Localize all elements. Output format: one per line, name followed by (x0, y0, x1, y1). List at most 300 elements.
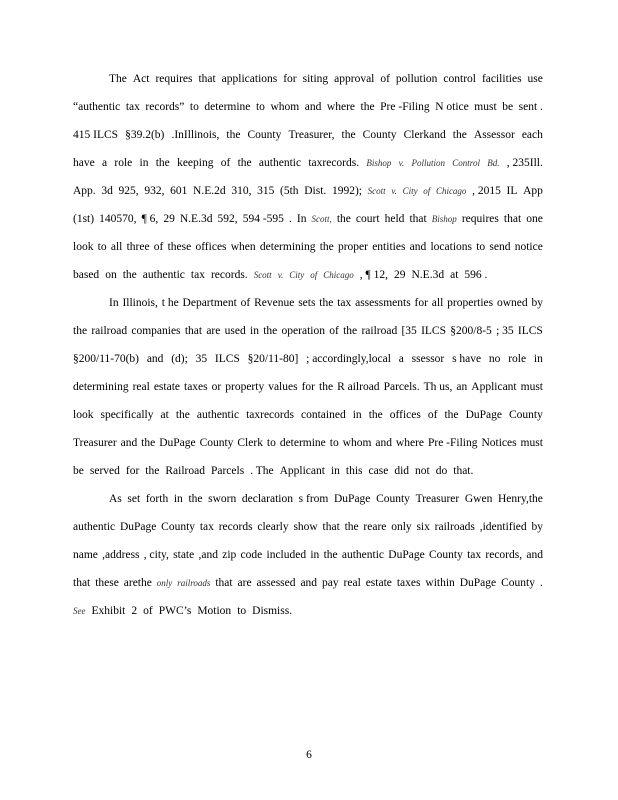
word: the (444, 409, 459, 421)
word: the (360, 101, 375, 113)
word: and (304, 101, 322, 113)
word: the (336, 213, 351, 225)
word: that. (453, 465, 474, 477)
word: County (199, 437, 234, 449)
word: estate (153, 381, 180, 393)
word: real (132, 381, 150, 393)
word: the (145, 465, 160, 477)
word: Parcels. (383, 381, 420, 393)
word: and (300, 577, 318, 589)
word: County (501, 577, 535, 589)
word: Assessor (473, 129, 515, 141)
text-line (73, 464, 543, 478)
word: in (352, 409, 362, 421)
word: whom (342, 437, 372, 449)
word: to (476, 241, 486, 253)
word: be (73, 465, 84, 477)
word: . (288, 213, 292, 225)
word: tax (337, 297, 352, 309)
word: are (206, 325, 221, 337)
word: to (255, 101, 265, 113)
word: based (73, 269, 100, 281)
word: 310, (231, 185, 252, 197)
word: by (531, 521, 543, 533)
word: that (215, 577, 233, 589)
word: must (520, 437, 543, 449)
word: Pre -Filing (427, 437, 478, 449)
word: DuPage (159, 437, 196, 449)
word: the (341, 129, 356, 141)
word: County (428, 549, 463, 561)
word: 140570, (99, 213, 137, 225)
word: show (293, 521, 318, 533)
word: one (526, 213, 543, 225)
word: , 235Ill. (506, 157, 543, 169)
italic-citation-word: Scott (253, 270, 272, 280)
word: offices (389, 409, 421, 421)
word: to (237, 605, 247, 617)
word: property (225, 381, 265, 393)
word: code (240, 549, 263, 561)
word: §200/11-70(b) (73, 353, 140, 365)
word: arethe (123, 577, 152, 589)
word: on (105, 269, 117, 281)
word: Dist. (304, 185, 327, 197)
word: zip (222, 549, 237, 561)
text-line (73, 352, 543, 366)
word: of (143, 605, 153, 617)
word: that (503, 213, 522, 225)
word: and (526, 549, 543, 561)
italic-citation-word: Pollution (411, 158, 446, 168)
word: of (240, 297, 251, 309)
page-number: 6 (306, 749, 312, 761)
word: in (533, 353, 543, 365)
text-line (73, 408, 543, 422)
word: a (398, 353, 404, 365)
word: Henry,the (497, 493, 543, 505)
word: N.E.3d (411, 269, 445, 281)
word: determine (279, 437, 326, 449)
word: and (146, 353, 164, 365)
word: held (384, 213, 405, 225)
word: 932, (144, 185, 165, 197)
word: (1st) (73, 213, 95, 225)
word: companies (131, 325, 181, 337)
word: for (283, 73, 297, 85)
word: determining (259, 241, 316, 253)
word: that (184, 325, 203, 337)
italic-citation-word: railroads (177, 578, 211, 588)
word: records. (210, 269, 248, 281)
word: the (319, 241, 334, 253)
word: taxes (396, 577, 421, 589)
word: PWC’s (158, 605, 192, 617)
word: Treasurer (73, 437, 117, 449)
word: 3d (101, 185, 113, 197)
word: 596 . (464, 269, 488, 281)
italic-citation-word: Scott (367, 186, 386, 196)
text-line (73, 156, 543, 170)
word: assessments (355, 297, 411, 309)
word: N.E.2d (193, 185, 226, 197)
word: DuPage (388, 549, 425, 561)
word: Railroad (165, 465, 205, 477)
word: locations (430, 241, 472, 253)
word: Treasurer, (288, 129, 335, 141)
word: be (502, 101, 514, 113)
text-line (73, 520, 543, 534)
word: within (425, 577, 455, 589)
word: the (263, 325, 278, 337)
text-line (73, 184, 543, 198)
word: Act (132, 73, 150, 85)
word: , ¶ 12, (359, 269, 388, 281)
word: do (435, 465, 448, 477)
word: not (415, 465, 430, 477)
word: ILCS (421, 325, 446, 337)
word: in (250, 325, 259, 337)
word: to (266, 437, 276, 449)
text-line (73, 212, 543, 226)
word: court (355, 213, 380, 225)
word: whom (270, 101, 300, 113)
word: the (226, 129, 241, 141)
word: of (427, 409, 438, 421)
word: In (109, 297, 119, 309)
italic-citation-word: v. (398, 158, 405, 168)
word: sworn (208, 493, 237, 505)
word: control (443, 73, 476, 85)
word: in (173, 493, 183, 505)
text-line (73, 128, 543, 142)
word: notice (514, 241, 543, 253)
word: this (345, 465, 363, 477)
word: are (237, 577, 252, 589)
word: §39.2(b) (125, 129, 165, 141)
word: ILCS (214, 353, 240, 365)
word: Clerkand (403, 129, 446, 141)
word: in (139, 157, 149, 169)
word: authentic (258, 157, 302, 169)
word: contained (301, 409, 346, 421)
word: County (247, 129, 282, 141)
word: when (230, 241, 256, 253)
word: the (323, 549, 338, 561)
word: owned (496, 297, 528, 309)
word: Applicant (279, 465, 325, 477)
word: . The (250, 465, 274, 477)
word: Clerk (237, 437, 263, 449)
word: IL (506, 185, 518, 197)
word: tax (199, 521, 214, 533)
word: use (527, 73, 543, 85)
word: ¶ 6, (141, 213, 159, 225)
word: t he (161, 297, 179, 309)
word: App. (73, 185, 96, 197)
word: §20/11-80] (247, 353, 299, 365)
word: .InIllinois, (171, 129, 220, 141)
word: pollution (395, 73, 438, 85)
word: Pre -Filing (380, 101, 430, 113)
word: the (319, 381, 334, 393)
word: to (329, 437, 339, 449)
word: Motion (197, 605, 232, 617)
italic-citation-word: Chicago (323, 270, 354, 280)
word: DuPage (459, 577, 497, 589)
word: properties (447, 297, 494, 309)
text-line (73, 240, 543, 254)
word: In (296, 213, 307, 225)
text-line (73, 576, 543, 590)
word: , 2015 (472, 185, 501, 197)
word: case (368, 465, 389, 477)
word: tax (467, 549, 482, 561)
word: tax (125, 101, 140, 113)
italic-citation-word: Bishop (366, 158, 392, 168)
word: role (508, 353, 527, 365)
word: where (326, 101, 355, 113)
word: (d); (171, 353, 188, 365)
word: proper (337, 241, 368, 253)
word: estate (365, 577, 392, 589)
word: County (376, 493, 410, 505)
word: the (368, 409, 383, 421)
word: served (89, 465, 120, 477)
word: authentic (142, 269, 185, 281)
word: ,address (102, 549, 140, 561)
word: the (155, 157, 170, 169)
word: Parcels (210, 465, 245, 477)
word: and (409, 241, 427, 253)
word: ; accordingly,local (306, 353, 391, 365)
word: for (125, 465, 140, 477)
word: of (153, 241, 164, 253)
word: that (73, 577, 91, 589)
word: at (160, 409, 169, 421)
word: send (489, 241, 511, 253)
text-line (73, 548, 543, 562)
text-line (73, 436, 543, 450)
word: Th us, (423, 381, 453, 393)
word: requires (461, 213, 499, 225)
text-line (73, 324, 543, 338)
word: in (310, 549, 320, 561)
word: real (343, 577, 361, 589)
word: the (188, 493, 203, 505)
word: Dismiss. (252, 605, 293, 617)
word: 35 (195, 353, 208, 365)
word: look (73, 409, 94, 421)
word: determine (204, 101, 251, 113)
word: , city, (143, 549, 169, 561)
word: siting (302, 73, 329, 85)
word: . (539, 577, 543, 589)
italic-citation-word: v. (391, 186, 397, 196)
word: taxrecords. (308, 157, 360, 169)
word: entities (372, 241, 406, 253)
word: the (237, 157, 252, 169)
word: Notices (481, 437, 517, 449)
word: ,and (198, 549, 218, 561)
word: determining (73, 381, 129, 393)
word: a (101, 157, 108, 169)
word: the (452, 129, 467, 141)
italic-citation-word: Chicago (435, 186, 467, 196)
word: to (189, 101, 199, 113)
word: and (375, 437, 392, 449)
word: to (97, 241, 107, 253)
word: clearly (257, 521, 289, 533)
word: look (73, 241, 94, 253)
word: 415 ILCS (73, 129, 119, 141)
text-line (109, 492, 543, 506)
word: §200/8-5 (450, 325, 492, 337)
word: set (127, 493, 141, 505)
word: that (322, 521, 340, 533)
word: “authentic (73, 101, 121, 113)
word: ssessor (411, 353, 445, 365)
word: where (395, 437, 425, 449)
word: three (126, 241, 150, 253)
word: records (218, 521, 253, 533)
word: railroad (361, 325, 398, 337)
text-line (73, 604, 543, 618)
word: N otice (435, 101, 469, 113)
word: Revenue (254, 297, 295, 309)
word: operation (281, 325, 325, 337)
word: for (301, 381, 316, 393)
italic-citation-word: Bishop (431, 214, 457, 224)
word: railroads (434, 521, 475, 533)
italic-citation-word: of (310, 270, 318, 280)
word: of (329, 325, 339, 337)
word: Department (182, 297, 237, 309)
word: 315 (257, 185, 275, 197)
word: these (167, 241, 192, 253)
word: App (523, 185, 543, 197)
word: each (521, 129, 543, 141)
word: facilities (481, 73, 522, 85)
word: used (224, 325, 246, 337)
word: County (509, 409, 543, 421)
word: included (266, 549, 307, 561)
text-line (109, 296, 543, 310)
word: keeping (177, 157, 214, 169)
word: 925, (118, 185, 139, 197)
word: ; 35 (496, 325, 514, 337)
word: the (141, 437, 156, 449)
word: 2 (131, 605, 138, 617)
word: only (391, 521, 412, 533)
word: declaration (241, 493, 293, 505)
italic-citation-word: of (423, 186, 431, 196)
word: Exhibit (91, 605, 126, 617)
word: by (531, 297, 543, 309)
word: all (431, 297, 444, 309)
word: that (198, 73, 216, 85)
word: an (456, 381, 468, 393)
word: ILCS (517, 325, 543, 337)
word: records, (485, 549, 523, 561)
word: in (330, 465, 340, 477)
word: DuPage (119, 521, 157, 533)
italic-citation-word: Bd. (487, 158, 500, 168)
word: all (110, 241, 123, 253)
italic-citation-word: Control (452, 158, 480, 168)
text-line (73, 268, 543, 282)
word: authentic (341, 549, 385, 561)
word: s from (298, 493, 329, 505)
word: and (120, 437, 138, 449)
italic-citation-word: only (156, 578, 173, 588)
word: 1992); (331, 185, 362, 197)
word: or (211, 381, 222, 393)
italic-citation-word: City (402, 186, 418, 196)
word: sent . (518, 101, 543, 113)
word: authentic (73, 521, 116, 533)
word: six (416, 521, 430, 533)
word: As (109, 493, 122, 505)
word: tax (190, 269, 205, 281)
text-line (109, 72, 543, 86)
word: applications (221, 73, 278, 85)
word: for (414, 297, 428, 309)
word: name (73, 549, 98, 561)
word: The (109, 73, 127, 85)
word: approval (334, 73, 375, 85)
word: the (122, 269, 137, 281)
word: must (474, 101, 497, 113)
word: Gwen (464, 493, 493, 505)
word: records” (145, 101, 185, 113)
word: 601 (170, 185, 188, 197)
word: specifically (100, 409, 154, 421)
word: Illinois, (122, 297, 158, 309)
word: ,identified (479, 521, 527, 533)
word: 592, (217, 213, 238, 225)
word: of (380, 73, 390, 85)
word: authentic (196, 409, 240, 421)
word: R ailroad (337, 381, 380, 393)
word: Applicant (471, 381, 517, 393)
word: 29 (163, 213, 175, 225)
word: these (95, 577, 119, 589)
word: Treasurer (415, 493, 460, 505)
word: offices (195, 241, 227, 253)
italic-citation-word: See (73, 606, 86, 616)
word: did (394, 465, 410, 477)
word: the (175, 409, 190, 421)
text-line (73, 100, 543, 114)
word: railroad (91, 325, 128, 337)
text-line (73, 380, 543, 394)
word: County (362, 129, 397, 141)
word: the (344, 521, 359, 533)
word: assessed (256, 577, 296, 589)
word: state (173, 549, 195, 561)
word: no (488, 353, 501, 365)
word: taxrecords (246, 409, 294, 421)
word: forth (145, 493, 169, 505)
word: N.E.3d (179, 213, 213, 225)
italic-citation-word: City (289, 270, 305, 280)
word: the (343, 325, 358, 337)
word: role (114, 157, 133, 169)
word: sets (298, 297, 316, 309)
word: at (450, 269, 459, 281)
word: (5th (280, 185, 299, 197)
